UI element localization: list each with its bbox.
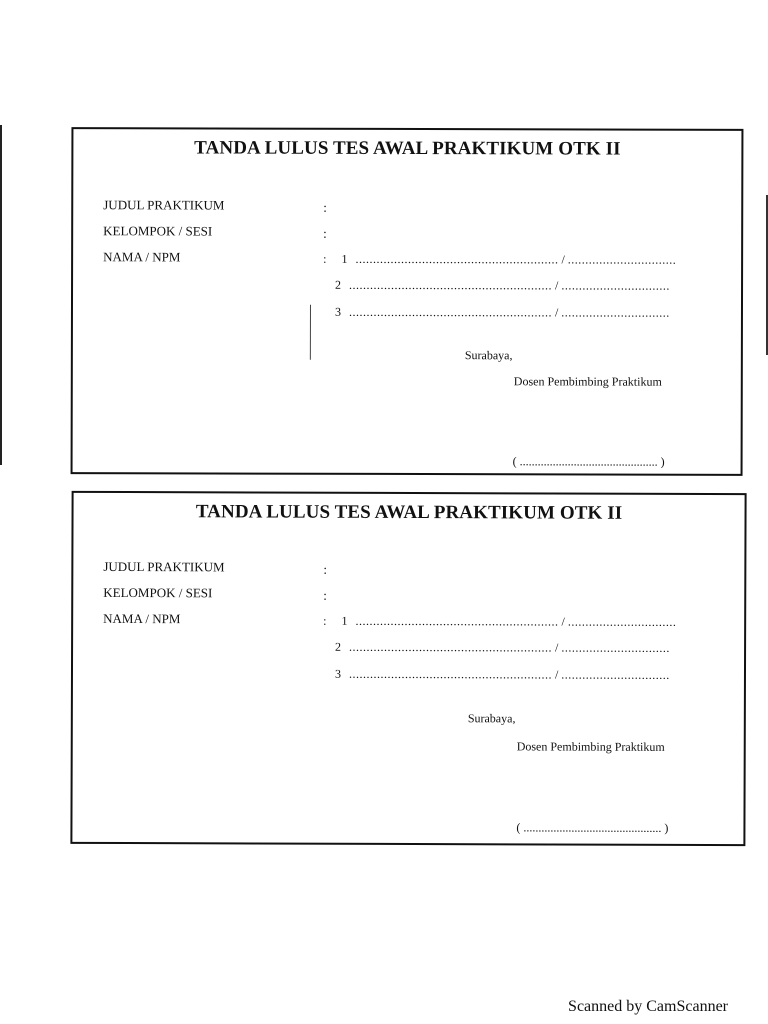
npm-dotted-line[interactable]: ............................... [561, 278, 670, 293]
entry-slash: / [561, 252, 565, 267]
form-title: TANDA LULUS TES AWAL PRAKTIKUM OTK II [194, 137, 621, 160]
entry-slash: / [554, 667, 559, 682]
entry-number: 3 [334, 666, 342, 681]
form-card-2 [70, 491, 746, 846]
label-kelompok-sesi: KELOMPOK / SESI [103, 223, 213, 239]
entry-row-2[interactable] [335, 640, 670, 656]
label-nama-npm: NAMA / NPM [103, 610, 181, 627]
label-nama-npm: NAMA / NPM [103, 249, 181, 265]
scanner-watermark: Scanned by CamScanner [568, 998, 728, 1015]
npm-dotted-line[interactable]: ............................... [561, 667, 670, 682]
name-dotted-line[interactable]: .......................................................... [348, 304, 552, 320]
name-dotted-line[interactable]: .......................................................... [349, 277, 553, 293]
entry-number: 1 [341, 251, 348, 266]
role-label: Dosen Pembimbing Praktikum [513, 374, 662, 389]
scan-edge-left [0, 125, 2, 465]
signature-line[interactable]: ( .............................................. ) [516, 820, 669, 835]
entry-number: 1 [341, 613, 348, 628]
entry-number: 2 [335, 277, 342, 292]
entry-slash: / [561, 614, 565, 629]
name-dotted-line[interactable]: .......................................................... [348, 666, 553, 682]
label-kelompok-sesi: KELOMPOK / SESI [103, 584, 213, 601]
entry-slash: / [554, 305, 559, 320]
entry-row-3[interactable] [335, 667, 670, 683]
field-separator: : [323, 251, 327, 266]
entry-row-3[interactable] [335, 305, 670, 321]
field-separator: : [323, 199, 327, 215]
field-separator: : [323, 587, 327, 603]
entry-row-2[interactable] [335, 278, 670, 294]
entry-row-1[interactable] [323, 252, 676, 268]
place-label: Surabaya, [467, 711, 516, 726]
name-dotted-line[interactable]: .......................................................... [349, 639, 553, 655]
name-dotted-line[interactable]: .......................................................... [355, 613, 559, 629]
form-card-1 [71, 127, 744, 476]
field-separator: : [323, 561, 327, 577]
npm-dotted-line[interactable]: ............................... [567, 614, 677, 629]
place-label: Surabaya, [464, 348, 513, 363]
field-separator: : [323, 225, 327, 241]
entry-number: 2 [335, 639, 342, 654]
signature-line[interactable]: ( .............................................. ) [512, 454, 665, 469]
label-judul-praktikum: JUDUL PRAKTIKUM [103, 197, 225, 213]
role-label: Dosen Pembimbing Praktikum [516, 739, 665, 754]
entry-slash: / [555, 640, 559, 655]
entry-slash: / [555, 278, 559, 293]
form-title: TANDA LULUS TES AWAL PRAKTIKUM OTK II [195, 501, 623, 524]
npm-dotted-line[interactable]: ............................... [561, 640, 670, 655]
field-separator: : [323, 613, 327, 628]
label-judul-praktikum: JUDUL PRAKTIKUM [103, 558, 225, 575]
npm-dotted-line[interactable]: ............................... [567, 252, 677, 267]
npm-dotted-line[interactable]: ............................... [561, 305, 670, 320]
name-dotted-line[interactable]: .......................................................... [355, 251, 559, 267]
entry-row-1[interactable] [323, 614, 676, 630]
entry-number: 3 [334, 304, 341, 319]
pen-mark [310, 305, 311, 360]
